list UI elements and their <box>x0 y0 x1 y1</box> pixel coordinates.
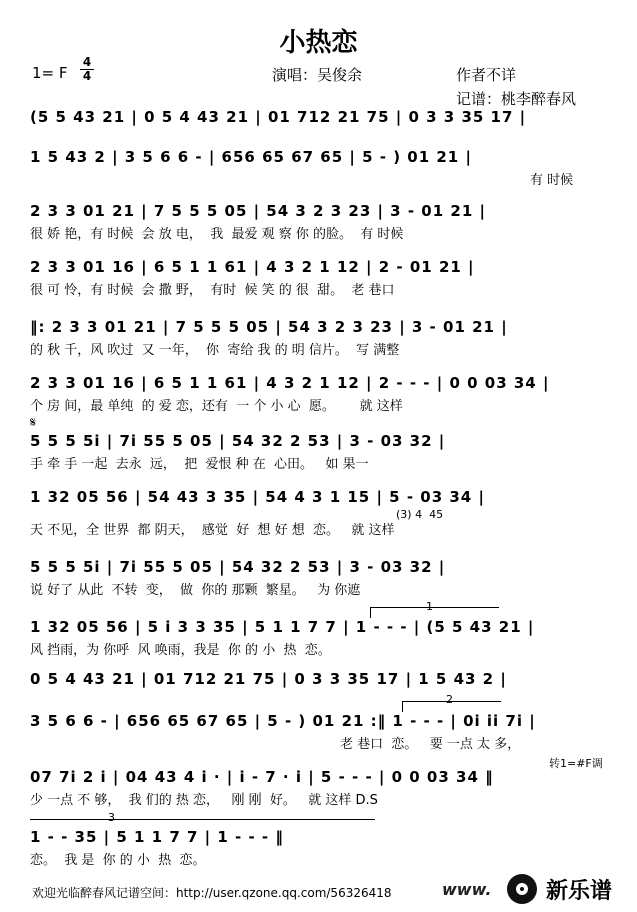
notes-line: 5 5 5 5i | 7i 55 5 05 | 54 32 2 53 | 3 - 03 32 | <box>30 558 446 576</box>
lyrics-line: 少 一点 不 够， 我 们的 热 恋， 刚 刚 好。 就 这样 D.S <box>30 793 378 808</box>
logo-text: 新乐谱 <box>546 879 613 904</box>
singer-credit: 演唱：吴俊余 <box>272 66 363 84</box>
lyrics-line: 有 时候 <box>530 173 574 188</box>
song-title: 小热恋 <box>279 28 358 58</box>
notes-line: 2 3 3 01 16 | 6 5 1 1 61 | 4 3 2 1 12 | 2 - - - | 0 0 03 34 | <box>30 374 550 392</box>
lyrics-line: 恋。 我 是 你 的 小 热 恋。 <box>30 853 206 868</box>
watermark: www. <box>442 880 492 899</box>
volta-number-1: 1 <box>426 600 433 613</box>
notes-line: 0 5 4 43 21 | 01 712 21 75 | 0 3 3 35 17 | 1 5 43 2 | <box>30 670 507 688</box>
notes-line: 1 5 43 2 | 3 5 6 6 - | 656 65 67 65 | 5 - ) 01 21 | <box>30 148 472 166</box>
notes-line: 1 32 05 56 | 5 i 3 3 35 | 5 1 1 7 7 | 1 - - - | (5 5 43 21 | <box>30 618 535 636</box>
notes-line: 1 - - 35 | 5 1 1 7 7 | 1 - - - ‖ <box>30 828 284 846</box>
key-signature: 1= F <box>32 64 68 82</box>
lyrics-line: 个 房 间，最 单纯 的 爱 恋，还有 一 个 小 心 愿。 就 这样 <box>30 399 403 414</box>
volta-bracket-1 <box>370 607 499 618</box>
volta-number-2: 2 <box>446 693 453 706</box>
volta-bracket-3 <box>30 819 375 820</box>
volta-number-3: 3 <box>108 811 115 824</box>
lyrics-line: 说 好了 从此 不转 变， 做 你的 那颗 繁星。 为 你遮 <box>30 583 361 598</box>
lyrics-line: 手 牵 手 一起 去永 远， 把 爱恨 种 在 心田。 如 果一 <box>30 457 369 472</box>
notes-line: 5 5 5 5i | 7i 55 5 05 | 54 32 2 53 | 3 - 03 32 | <box>30 432 446 450</box>
notes-line: 07 7i 2 i | 04 43 4 i · | i - 7 · i | 5 - - - | 0 0 03 34 ‖ <box>30 768 494 786</box>
time-signature-bottom: 4 <box>80 69 94 83</box>
notes-line: ‖: 2 3 3 01 21 | 7 5 5 5 05 | 54 3 2 3 23 | 3 - 01 21 | <box>30 318 508 336</box>
lyrics-line: 老 巷口 恋。 要 一点 太 多， <box>340 737 521 752</box>
modulation-mark: 转1=#F调 <box>549 757 603 770</box>
notes-line: 2 3 3 01 16 | 6 5 1 1 61 | 4 3 2 1 12 | 2 - 01 21 | <box>30 258 475 276</box>
notes-line: 1 32 05 56 | 54 43 3 35 | 54 4 3 1 15 | 5 - 03 34 | <box>30 488 485 506</box>
lyrics-line: 风 挡雨，为 你呼 风 唤雨，我是 你 的 小 热 恋。 <box>30 643 331 658</box>
lyrics-line: 的 秋 千，风 吹过 又 一年， 你 寄给 我 的 明 信片。 写 满整 <box>30 343 400 358</box>
time-signature-top: 4 <box>82 55 92 69</box>
footer-text: 欢迎光临醉春风记谱空间：http://user.qzone.qq.com/56326418 <box>32 886 392 900</box>
lyrics-line: 很 可 怜，有 时候 会 撒 野， 有时 候 笑 的 很 甜。 老 巷口 <box>30 283 395 298</box>
lyrics-line: 很 娇 艳，有 时候 会 放 电， 我 最爱 观 察 你 的脸。 有 时候 <box>30 227 404 242</box>
lyrics-line: 天 不见，全 世界 都 阴天， 感觉 好 想 好 想 恋。 就 这样 <box>30 523 395 538</box>
transcriber-credit: 记谱：桃李醉春风 <box>456 90 577 108</box>
segno-sign: 𝄋 <box>30 415 37 431</box>
composer-credit: 作者不详 <box>456 66 517 84</box>
time-signature <box>80 56 94 83</box>
notes-line: 2 3 3 01 21 | 7 5 5 5 05 | 54 3 2 3 23 | 3 - 01 21 | <box>30 202 486 220</box>
notes-line: (5 5 43 21 | 0 5 4 43 21 | 01 712 21 75 | 0 3 3 35 17 | <box>30 108 527 126</box>
notes-line: 3 5 6 6 - | 656 65 67 65 | 5 - ) 01 21 :‖ 1 - - - | 0i ii 7i | <box>30 712 536 730</box>
triplet-mark: (3) 4 45 <box>396 508 444 521</box>
